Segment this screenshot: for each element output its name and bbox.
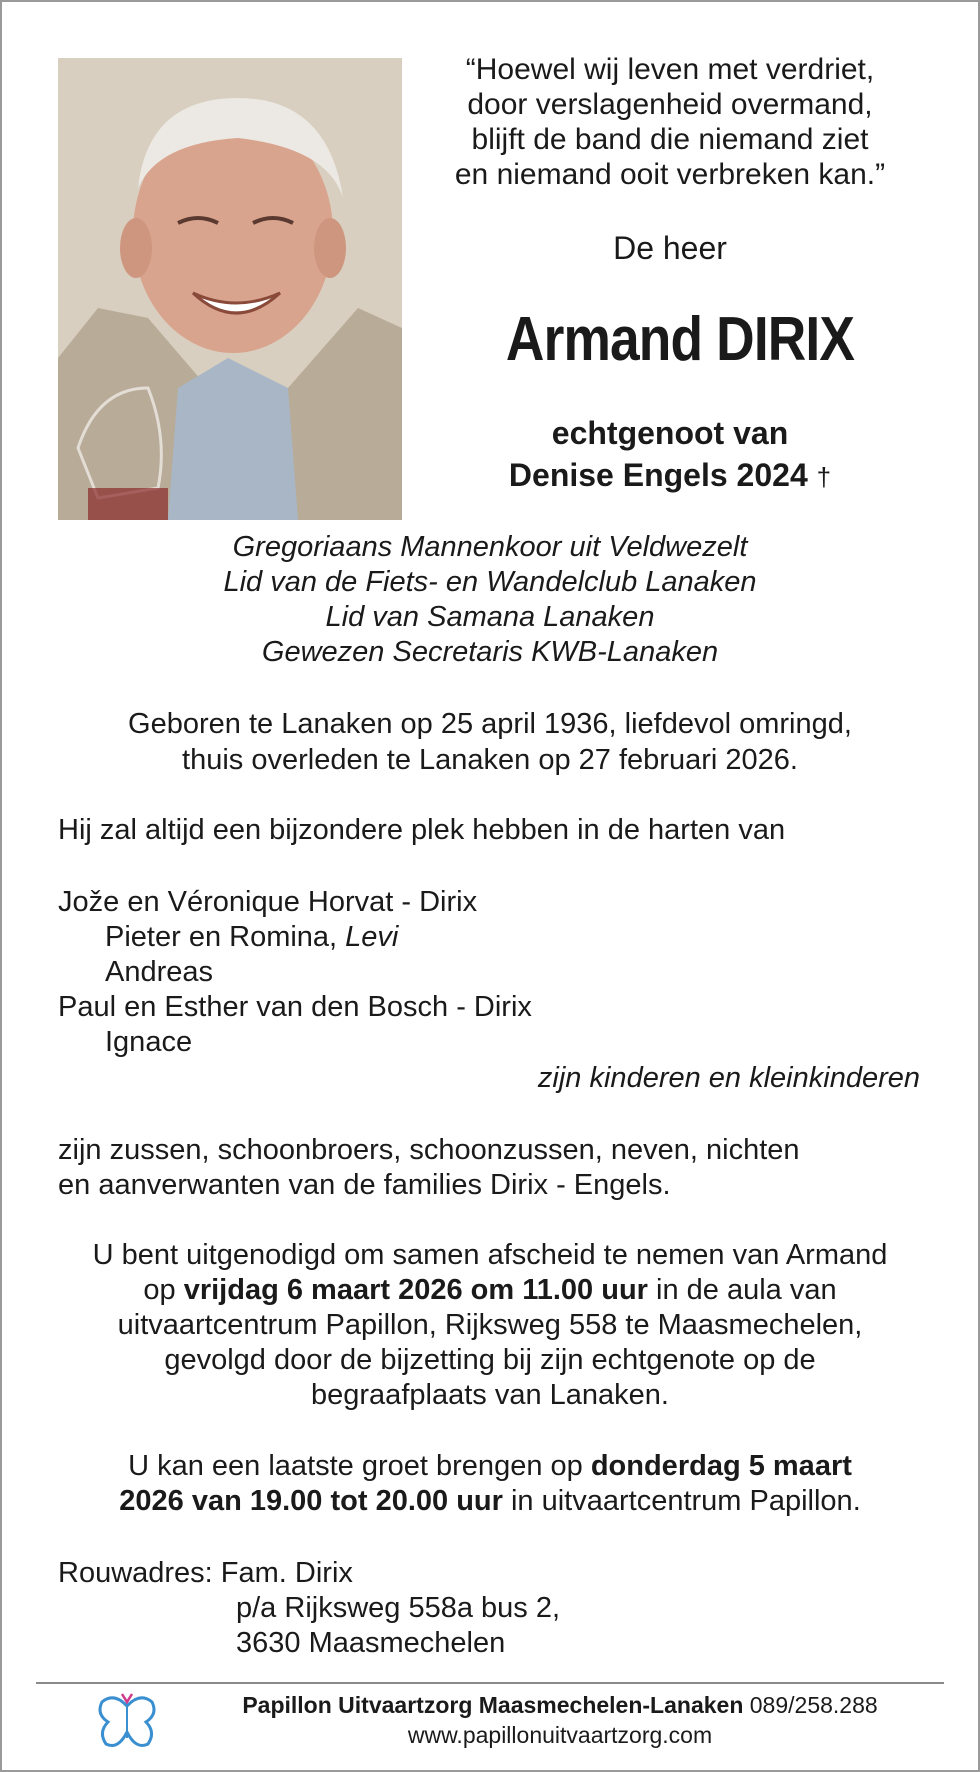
visit-date: donderdag 5 maart [590, 1450, 852, 1482]
visit-text: in uitvaartcentrum Papillon. [502, 1485, 861, 1517]
visit-line [0, 1484, 980, 1519]
relatives-info [58, 1133, 800, 1203]
quote-line: door verslagenheid overmand, [467, 88, 873, 121]
mourning-address [58, 1556, 560, 1661]
spouse-info [430, 412, 910, 498]
deceased-name: Armand DIRIX [505, 305, 855, 374]
footer [180, 1690, 940, 1750]
portrait-photo [58, 58, 402, 520]
family-member-child: Levi [345, 921, 399, 953]
membership-item: Gregoriaans Mannenkoor uit Veldwezelt [232, 531, 748, 563]
butterfly-icon [96, 1688, 158, 1752]
family-member: Jože en Véronique Horvat - Dirix [58, 886, 478, 918]
birth-death-info [0, 706, 980, 778]
ceremony-line: gevolgd door de bijzetting bij zijn echtgenote op de [164, 1344, 816, 1376]
company-phone: 089/258.288 [743, 1692, 878, 1718]
birth-line: Geboren te Lanaken op 25 april 1936, liefdevol omringd, [128, 708, 852, 740]
visit-time: 2026 van 19.00 tot 20.00 uur [119, 1485, 503, 1517]
membership-item: Lid van de Fiets- en Wandelclub Lanaken [223, 566, 757, 598]
footer-divider [36, 1682, 944, 1684]
ceremony-line: U bent uitgenodigd om samen afscheid te nemen van Armand [92, 1239, 888, 1271]
family-member: Paul en Esther van den Bosch - Dirix [58, 991, 532, 1023]
visit-text: U kan een laatste groet brengen op [128, 1450, 591, 1482]
membership-item: Gewezen Secretaris KWB-Lanaken [261, 636, 719, 668]
ceremony-text: op [143, 1274, 184, 1306]
quote-line: “Hoewel wij leven met verdriet, [465, 53, 875, 86]
address-line: 3630 Maasmechelen [236, 1627, 506, 1659]
company-website[interactable]: www.papillonuitvaartzorg.com [407, 1722, 713, 1748]
family-member: Ignace [105, 1026, 193, 1058]
visit-line [0, 1449, 980, 1484]
ceremony-line: begraafplaats van Lanaken. [311, 1379, 669, 1411]
family-member-text: Pieter en Romina, [105, 921, 346, 953]
quote-line: en niemand ooit verbreken kan.” [454, 158, 886, 191]
ceremony-text: in de aula van [647, 1274, 837, 1306]
membership-item: Lid van Samana Lanaken [325, 601, 655, 633]
family-list [58, 885, 938, 1060]
ceremony-datetime: vrijdag 6 maart 2026 om 11.00 uur [183, 1274, 648, 1306]
quote-line: blijft de band die niemand ziet [471, 123, 869, 156]
spouse-line: echtgenoot van [551, 415, 789, 451]
ceremony-line [0, 1273, 980, 1308]
visitation-info [0, 1449, 980, 1519]
death-line: thuis overleden te Lanaken op 27 februari 2026. [182, 744, 798, 776]
family-role: zijn kinderen en kleinkinderen [537, 1062, 920, 1094]
family-intro: Hij zal altijd een bijzondere plek hebben in de harten van [58, 814, 786, 846]
spouse-line [430, 454, 910, 498]
relatives-line: zijn zussen, schoonbroers, schoonzussen, neven, nichten [58, 1134, 800, 1166]
company-name: Papillon Uitvaartzorg Maasmechelen-Lanaken [242, 1692, 744, 1718]
address-line: p/a Rijksweg 558a bus 2, [236, 1592, 561, 1624]
family-member [58, 920, 938, 955]
cross-icon: † [816, 462, 832, 492]
ceremony-line: uitvaartcentrum Papillon, Rijksweg 558 te Maasmechelen, [117, 1309, 863, 1341]
memberships-list [0, 530, 980, 670]
footer-line [180, 1690, 940, 1720]
memorial-quote [420, 52, 920, 192]
family-member: Andreas [105, 956, 214, 988]
relatives-line: en aanverwanten van de families Dirix - Engels. [58, 1169, 671, 1201]
spouse-name: Denise Engels 2024 [508, 457, 808, 493]
address-line: Rouwadres: Fam. Dirix [58, 1557, 353, 1589]
name-prefix: De heer [613, 230, 727, 266]
ceremony-info [0, 1238, 980, 1413]
